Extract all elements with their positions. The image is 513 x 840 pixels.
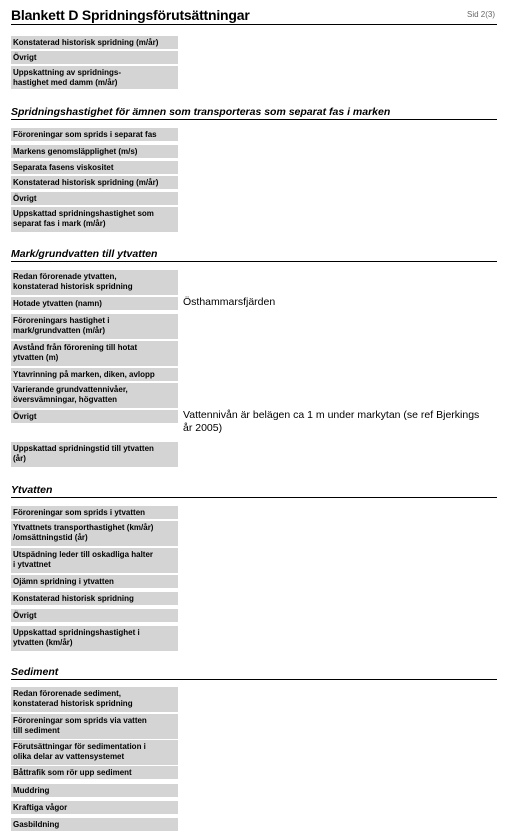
field-label: Båttrafik som rör upp sediment <box>11 766 178 779</box>
field-label: Avstånd från förorening till hotat ytvatten (m) <box>11 341 178 366</box>
section-heading: Spridningshastighet för ämnen som transporteras som separat fas i marken <box>11 106 497 120</box>
field-label: Förutsättningar för sedimentation i olika delar av vattensystemet <box>11 740 178 765</box>
section-heading: Mark/grundvatten till ytvatten <box>11 248 497 262</box>
field-label: Gasbildning <box>11 818 178 831</box>
field-label: Ytvattnets transporthastighet (km/år) /omsättningstid (år) <box>11 521 178 546</box>
field-value: Vattennivån är belägen ca 1 m under markytan (se ref Bjerkings år 2005) <box>183 409 480 434</box>
field-label: Muddring <box>11 784 178 797</box>
field-label: Hotade ytvatten (namn) <box>11 297 178 310</box>
field-label: Markens genomsläpplighet (m/s) <box>11 145 178 158</box>
field-label: Föroreningars hastighet i mark/grundvatten (m/år) <box>11 314 178 339</box>
section-heading: Sediment <box>11 666 497 680</box>
field-label: Föroreningar som sprids i ytvatten <box>11 506 178 519</box>
field-label: Övrigt <box>11 609 178 622</box>
field-label: Konstaterad historisk spridning (m/år) <box>11 36 178 49</box>
field-label: Föroreningar som sprids via vatten till sediment <box>11 714 178 739</box>
field-label: Redan förorenade ytvatten, konstaterad historisk spridning <box>11 270 178 295</box>
field-label: Konstaterad historisk spridning (m/år) <box>11 176 178 189</box>
field-label: Övrigt <box>11 410 178 423</box>
field-label: Ojämn spridning i ytvatten <box>11 575 178 588</box>
field-label: Konstaterad historisk spridning <box>11 592 178 605</box>
field-label: Uppskattad spridningshastighet som separat fas i mark (m/år) <box>11 207 178 232</box>
field-label: Uppskattning av spridnings- hastighet med damm (m/år) <box>11 66 178 89</box>
field-label: Uppskattad spridningstid till ytvatten (år) <box>11 442 178 467</box>
section-heading: Ytvatten <box>11 484 497 498</box>
field-value: Östhammarsfjärden <box>183 296 276 308</box>
field-label: Utspädning leder till oskadliga halter i ytvattnet <box>11 548 178 573</box>
field-label: Varierande grundvattennivåer, översvämningar, högvatten <box>11 383 178 408</box>
form-title: Blankett D Spridningsförutsättningar <box>11 7 250 23</box>
field-label: Föroreningar som sprids i separat fas <box>11 128 178 141</box>
field-label: Ytavrinning på marken, diken, avlopp <box>11 368 178 381</box>
page-number: Sid 2(3) <box>466 10 495 19</box>
field-label: Separata fasens viskositet <box>11 161 178 174</box>
field-label: Kraftiga vågor <box>11 801 178 814</box>
field-label: Uppskattad spridningshastighet i ytvatten (km/år) <box>11 626 178 651</box>
field-label: Redan förorenade sediment, konstaterad historisk spridning <box>11 687 178 712</box>
field-label: Övrigt <box>11 51 178 64</box>
field-label: Övrigt <box>11 192 178 205</box>
form-header <box>11 4 497 25</box>
